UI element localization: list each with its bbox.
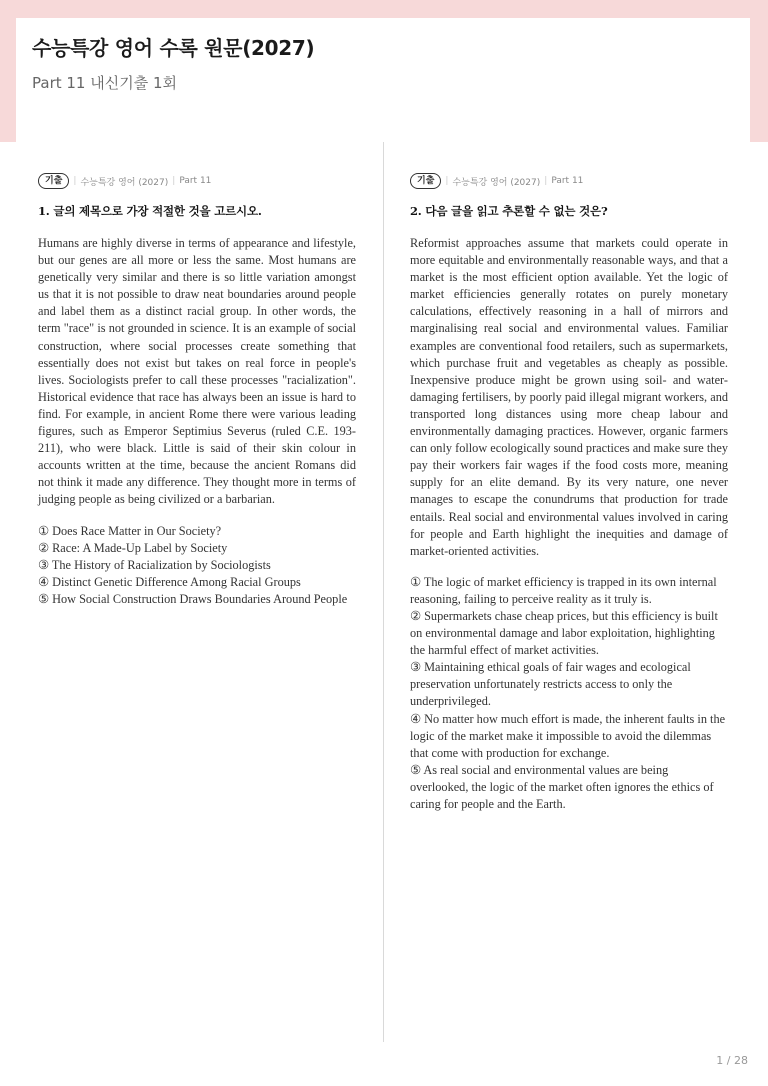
question-passage: Reformist approaches assume that markets could operate in more equitable and environmentally reasonable ways, and that a market is the most efficient option available. Yet the logic of market efficiencies generally rotates on purely monetary calculations, effectively reasoning in a hall of mirrors and marginalising real social and environmental values. Familiar examples are conventional food retailers, such as supermarkets, which purchase fruit and vegetables as cheaply as possible. Inexpensive produce might be grown using soil- and water-damaging fertilisers, by poorly paid illegal migrant workers, and transported long distances using more cheap labour and environmentally damaging practices. However, organic farmers can only follow ecologically sound practices and make sure they pay their workers fair wages if the food costs more, meaning supply for an elite demand. By its very nature, one never manages to escape the conundrums that production for trade entails. Real social and environmental values involved in caring for people and Earth highlight the inequities and damage of market-oriented activities. xyxy=(410,236,728,558)
answer-option-2: ② Supermarkets chase cheap prices, but this efficiency is built on environmental damage and labor exploitation, highlighting the harmful effect of market activities. xyxy=(410,608,718,658)
answer-option-4: ④ Distinct Genetic Difference Among Racial Groups xyxy=(38,574,301,589)
answer-option-5: ⑤ As real social and environmental values are being overlooked, the logic of the market often ignores the ethics of caring for people and the Earth. xyxy=(410,762,714,811)
question-title: 1. 글의 제목으로 가장 적절한 것을 고르시오. xyxy=(38,204,262,218)
answer-option-1: ① Does Race Matter in Our Society? xyxy=(38,523,222,538)
answer-options xyxy=(38,523,356,608)
meta-separator: | xyxy=(544,176,548,186)
column-divider xyxy=(383,142,384,1042)
question-1 xyxy=(38,172,356,608)
meta-separator: | xyxy=(73,176,77,186)
meta-separator: | xyxy=(172,176,176,186)
question-meta xyxy=(410,172,728,190)
question-badge: 기출 xyxy=(410,173,441,189)
question-part: Part 11 xyxy=(179,176,212,186)
question-badge: 기출 xyxy=(38,173,69,189)
question-source: 수능특강 영어 (2027) xyxy=(452,177,541,188)
answer-option-3: ③ The History of Racialization by Sociologists xyxy=(38,557,271,572)
page-number: 1 / 28 xyxy=(716,1054,748,1067)
answer-option-5: ⑤ How Social Construction Draws Boundaries Around People xyxy=(38,591,348,606)
answer-option-2: ② Race: A Made-Up Label by Society xyxy=(38,540,228,555)
question-title: 2. 다음 글을 읽고 추론할 수 없는 것은? xyxy=(410,204,608,218)
answer-options xyxy=(410,574,728,813)
meta-separator: | xyxy=(445,176,449,186)
answer-option-3: ③ Maintaining ethical goals of fair wages and ecological preservation unfortunately restricts access to only the underprivileged. xyxy=(410,660,691,709)
question-2 xyxy=(410,172,728,813)
answer-option-1: ① The logic of market efficiency is trapped in its own internal reasoning, failing to perceive reality as it truly is. xyxy=(410,574,717,606)
question-source: 수능특강 영어 (2027) xyxy=(80,177,169,188)
question-part: Part 11 xyxy=(551,176,584,186)
answer-option-4: ④ No matter how much effort is made, the inherent faults in the logic of the market make it impossible to avoid the dilemmas that come with production for exchange. xyxy=(410,711,726,760)
question-meta xyxy=(38,172,356,190)
question-passage: Humans are highly diverse in terms of appearance and lifestyle, but our genes are all more or less the same. Most humans are genetically very similar and there is so little variation amongst us that it is not possible to draw neat boundaries around people and label them as a distinct racial group. In other words, the term "race" is not grounded in science. It is an example of social construction, where social processes create something that essentially does not exist but takes on real force in people's lives. Sociologists prefer to call these processes "racialization". Historical evidence that race has always been an issue is hard to find. For example, in ancient Rome there were various leading figures, such as Emperor Septimius Severus (ruled C.E. 193-211), who were black. Little is said of their skin colour in accounts written at the time, because the ancient Romans did not think it made any difference. They thought more in terms of judging people as being civilized or a barbarian. xyxy=(38,236,356,507)
page-title: 수능특강 영어 수록 원문(2027) xyxy=(32,36,315,60)
page-subtitle: Part 11 내신기출 1회 xyxy=(32,74,177,92)
